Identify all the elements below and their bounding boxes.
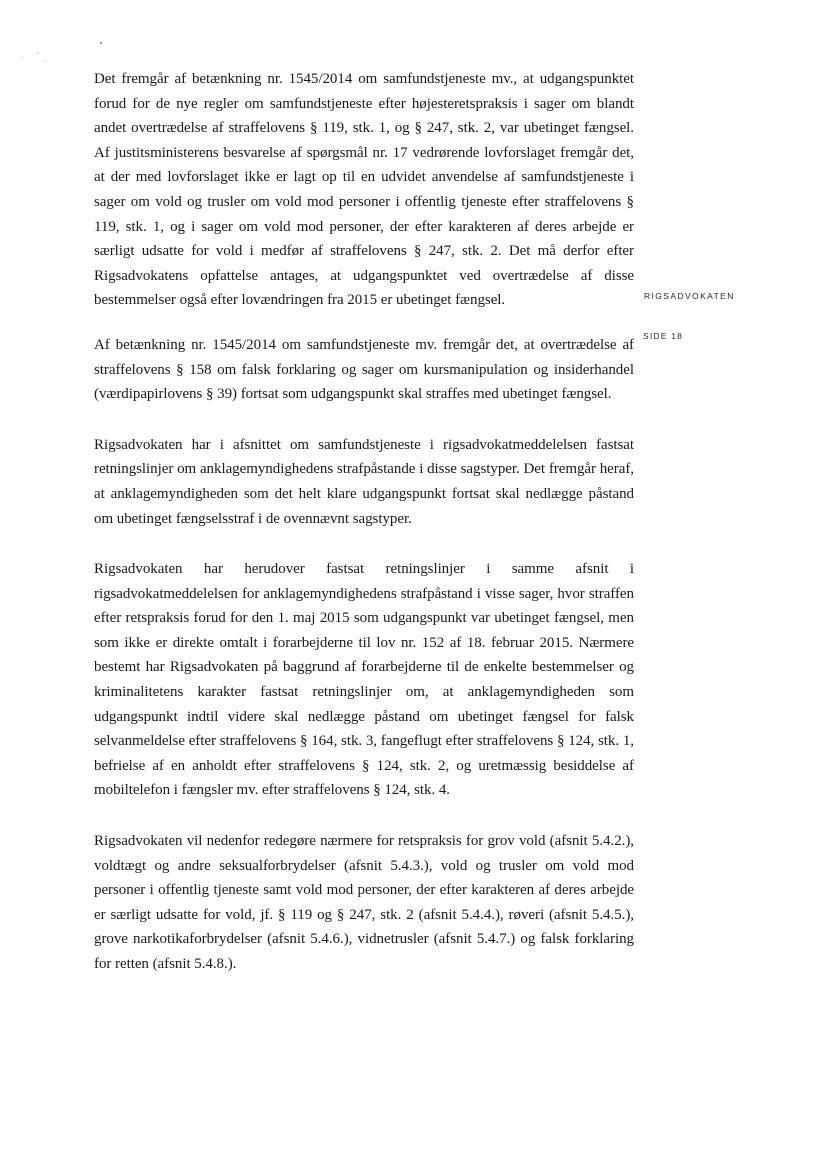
paragraph-5: Rigsadvokaten vil nedenfor redegøre nærmere for retspraksis for grov vold (afsnit 5.4.2.), voldtægt og andre seksualforbrydelser (afsnit 5.4.3.), vold og trusler om vold mod personer i offentlig tjeneste samt vold mod personer, der efter karakteren af deres arbejde er særligt udsatte for vold, jf. § 119 og § 247, stk. 2 (afsnit 5.4.4.), røveri (afsnit 5.4.5.), grove narkotikaforbrydelser (afsnit 5.4.6.), vidnetrusler (afsnit 5.4.7.) og falsk forklaring for retten (afsnit 5.4.8.). xyxy=(94,833,634,972)
page-number: SIDE 18 xyxy=(643,331,684,341)
paragraph-3: Rigsadvokaten har i afsnittet om samfundstjeneste i rigsadvokatmeddelelsen fastsat retningslinjer om anklagemyndighedens strafpåstande i disse sagstyper. Det fremgår heraf, at anklagemyndigheden som det helt klare udgangspunkt fortsat skal nedlægge påstand om ubetinget fængselsstraf i de ovennævnt sagstyper. xyxy=(94,436,634,527)
paragraph-2: Af betænkning nr. 1545/2014 om samfundstjeneste mv. fremgår det, at overtrædelse af straffelovens § 158 om falsk forklaring og sager om kursmanipulation og insiderhandel (værdipapirlovens § 39) fortsat som udgangspunkt skal straffes med ubetinget fængsel. xyxy=(94,336,634,403)
scan-specks xyxy=(0,0,120,70)
paragraph-1: Det fremgår af betænkning nr. 1545/2014 om samfundstjeneste mv., at udgangspunktet forud for de nye regler om samfundstjeneste efter højesteretspraksis i sager om blandt andet overtrædelse af straffelovens § 119, stk. 1, og § 247, stk. 2, var ubetinget fængsel. Af justitsministerens besvarelse af spørgsmål nr. 17 vedrørende lovforslaget fremgår det, at der med lovforslaget ikke er lagt op til en udvidet anvendelse af samfundstjeneste i sager om vold og trusler om vold mod personer i offentlig tjeneste efter straffelovens § 119, stk. 1, og i sager om vold mod personer, der efter karakteren af deres arbejde er særligt udsatte for vold i medfør af straffelovens § 247, stk. 2. Det må derfor efter Rigsadvokatens opfattelse antages, at udgangspunktet ved overtrædelse af disse bestemmelser også efter lovændringen fra 2015 er ubetinget fængsel. xyxy=(94,71,634,309)
organization-header: RIGSADVOKATEN xyxy=(644,291,735,301)
paragraph-4: Rigsadvokaten har herudover fastsat retningslinjer i samme afsnit i rigsadvokatmeddelelsen for anklagemyndighedens strafpåstand i visse sager, hvor straffen efter retspraksis forud for den 1. maj 2015 som udgangspunkt var ubetinget fængsel, men som ikke er direkte omtalt i forarbejderne til lov nr. 152 af 18. februar 2015. Nærmere bestemt har Rigsadvokaten på baggrund af forarbejderne til de enkelte bestemmelser og kriminalitetens karakter fastsat retningslinjer om, at anklagemyndigheden som udgangspunkt indtil videre skal nedlægge påstand om ubetinget fængsel for falsk selvanmeldelse efter straffelovens § 164, stk. 3, fangeflugt efter straffelovens § 124, stk. 1, befrielse af en anholdt efter straffelovens § 124, stk. 2, og uretmæssig besiddelse af mobiltelefon i fængsler mv. efter straffelovens § 124, stk. 4. xyxy=(94,561,634,799)
document-body xyxy=(94,67,634,1001)
